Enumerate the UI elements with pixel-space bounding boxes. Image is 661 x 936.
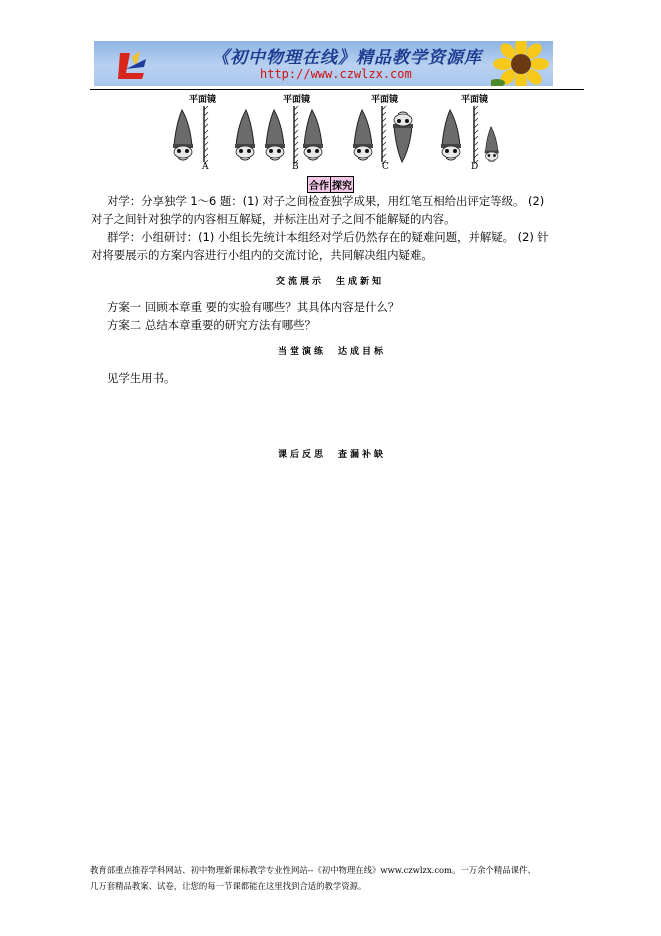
plan1-text: 回顾本章重 要的实验有哪些？其具体内容是什么？ [145, 300, 400, 314]
qunxue-line2: 对将要展示的方案内容进行小组内的交流讨论，共同解决组内疑难。 [91, 248, 433, 262]
gnome-image-b [303, 110, 323, 160]
footer [90, 862, 590, 894]
banner-url: http://www.czwlzx.com [260, 67, 412, 81]
gnome-object-a [173, 110, 193, 160]
gnome-object-c [353, 110, 373, 160]
plan2-text: 总结本章重要的研究方法有哪些？ [145, 318, 316, 332]
cooperation-title [307, 176, 354, 193]
mirror-label-c: 平面镜 [371, 95, 399, 105]
header-divider [90, 89, 584, 90]
reflection-title: 课后反思 查漏补缺 [278, 450, 387, 460]
mirror-label-d: 平面镜 [461, 95, 489, 105]
header-banner [94, 41, 553, 86]
practice-title: 当堂演练 达成目标 [278, 347, 387, 357]
gnome-image-d [485, 127, 499, 162]
mirror-diagram [160, 102, 510, 172]
mirror-label-b: 平面镜 [283, 95, 311, 105]
cooperation-title-part2: 探究 [331, 176, 354, 193]
gnome-image-a [235, 110, 255, 160]
gnome-image-c [393, 112, 413, 162]
sunflower-icon [491, 41, 551, 86]
duixue-line2: 对子之间针对独学的内容相互解疑，并标注出对子之间不能解疑的内容。 [91, 212, 456, 226]
practice-text: 见学生用书。 [107, 371, 176, 385]
site-logo-icon [116, 49, 150, 81]
option-a: A [202, 162, 209, 172]
mirror-label-a: 平面镜 [189, 95, 217, 105]
option-c: C [382, 162, 389, 172]
gnome-object-b [265, 110, 285, 160]
plan2-label: 方案二 [107, 318, 142, 332]
mirror-d [474, 106, 478, 164]
footer-line1: 教育部重点推荐学科网站、初中物理新课标教学专业性网站--《初中物理在线》www.czwlzx.com。一万余个精品课件、 [90, 865, 536, 875]
footer-line2: 几万套精品教案、试卷，让您的每一节课都能在这里找到合适的教学资源。 [90, 881, 367, 891]
mirror-a [204, 106, 208, 164]
qunxue-line1: 群学：小组研讨：(1) 小组长先统计本组经对学后仍然存在的疑难问题，并解疑。 (2) 针 [107, 230, 549, 244]
banner-title: 《初中物理在线》精品教学资源库 [212, 48, 482, 68]
duixue-line1: 对学：分享独学 1～6 题：(1) 对子之间检查独学成果，用红笔互相给出评定等级。 (2) [107, 194, 545, 208]
option-d: D [471, 162, 479, 172]
option-b: B [292, 162, 299, 172]
mirror-c [382, 106, 386, 164]
plan1-label: 方案一 [107, 300, 142, 314]
cooperation-title-part1: 合作 [307, 176, 331, 193]
exchange-title: 交流展示 生成新知 [276, 277, 385, 287]
mirror-figure [160, 92, 510, 174]
mirror-b [294, 106, 298, 164]
gnome-object-d [441, 110, 461, 160]
